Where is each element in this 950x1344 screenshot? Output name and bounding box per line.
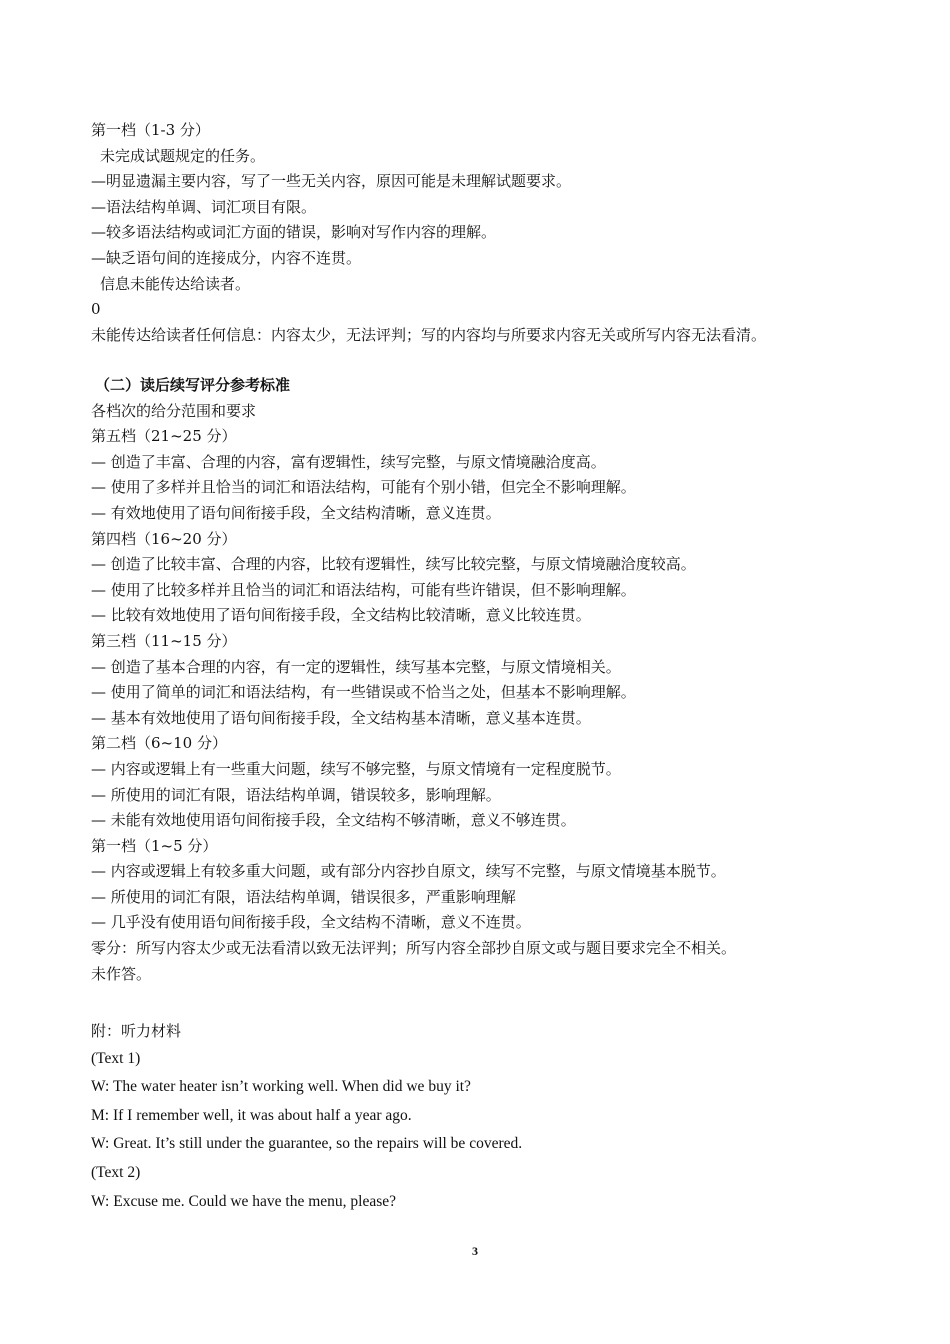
grade-item: — 所使用的词汇有限，语法结构单调，错误较多，影响理解。 [91,785,501,804]
listening-appendix [91,1019,891,1216]
section-intro: 各档次的给分范围和要求 [91,401,257,420]
grade-1-item: —较多语法结构或词汇方面的错误，影响对写作内容的理解。 [91,223,497,242]
grade-item: — 创造了比较丰富、合理的内容，比较有逻辑性，续写比较完整，与原文情境融洽度较高。 [91,555,696,574]
continuation-writing-section [91,373,891,987]
page-number: 3 [472,1244,478,1258]
zero-score-desc: 零分：所写内容太少或无法看清以致无法评判；所写内容全部抄自原文或与题目要求完全不相关。 [91,939,737,958]
transcript-line: W: Great. It’s still under the guarantee, so the repairs will be covered. [91,1135,523,1153]
grade-title: 第五档（21~25 分） [91,427,237,446]
unanswered-note: 未作答。 [91,964,152,983]
zero-grade-title: 0 [91,300,101,319]
grade-title: 第一档（1~5 分） [91,836,218,855]
grade-item: — 创造了丰富、合理的内容，富有逻辑性，续写完整，与原文情境融洽度高。 [91,452,606,471]
grade-title: 第三档（11~15 分） [91,631,237,650]
grade-1-item: —语法结构单调、词汇项目有限。 [91,197,317,216]
grade-1-item: 未完成试题规定的任务。 [100,146,266,165]
grade-item: — 几乎没有使用语句间衔接手段，全文结构不清晰，意义不连贯。 [91,913,531,932]
grade-item: — 比较有效地使用了语句间衔接手段，全文结构比较清晰，意义比较连贯。 [91,606,591,625]
transcript-line: M: If I remember well, it was about half a year ago. [91,1106,412,1124]
grade-1-item: —缺乏语句间的连接成分，内容不连贯。 [91,248,362,267]
transcript-line: (Text 2) [91,1163,141,1181]
zero-grade-desc: 未能传达给读者任何信息：内容太少，无法评判；写的内容均与所要求内容无关或所写内容无法看清。 [91,325,767,344]
transcript-line: (Text 1) [91,1049,141,1067]
appendix-title: 附：听力材料 [91,1022,182,1040]
grade-item: — 基本有效地使用了语句间衔接手段，全文结构基本清晰，意义基本连贯。 [91,708,591,727]
grade-title: 第二档（6~10 分） [91,734,227,753]
grade-item: — 使用了简单的词汇和语法结构，有一些错误或不恰当之处，但基本不影响理解。 [91,683,636,702]
grade-item: — 使用了比较多样并且恰当的词汇和语法结构，可能有些许错误，但不影响理解。 [91,580,636,599]
writing-grade-1-section [91,118,891,348]
grade-title: 第四档（16~20 分） [91,529,237,548]
grade-item: — 所使用的词汇有限，语法结构单调，错误很多，严重影响理解 [91,887,516,906]
grade-1-item: —明显遗漏主要内容，写了一些无关内容，原因可能是未理解试题要求。 [91,172,572,191]
grade-item: — 有效地使用了语句间衔接手段，全文结构清晰，意义连贯。 [91,503,501,522]
section-heading: （二）读后续写评分参考标准 [95,376,291,394]
transcript-line: W: Excuse me. Could we have the menu, please? [91,1192,397,1210]
grade-1-item: 信息未能传达给读者。 [100,274,251,293]
grade-item: — 使用了多样并且恰当的词汇和语法结构，可能有个别小错，但完全不影响理解。 [91,478,636,497]
grade-item: — 未能有效地使用语句间衔接手段，全文结构不够清晰，意义不够连贯。 [91,811,576,830]
grade-item: — 内容或逻辑上有一些重大问题，续写不够完整，与原文情境有一定程度脱节。 [91,759,621,778]
grade-item: — 内容或逻辑上有较多重大问题，或有部分内容抄自原文，续写不完整，与原文情境基本脱节。 [91,862,726,881]
grade-1-title: 第一档（1-3 分） [91,121,210,139]
grade-item: — 创造了基本合理的内容，有一定的逻辑性，续写基本完整，与原文情境相关。 [91,657,621,676]
transcript-line: W: The water heater isn’t working well. When did we buy it? [91,1078,471,1096]
